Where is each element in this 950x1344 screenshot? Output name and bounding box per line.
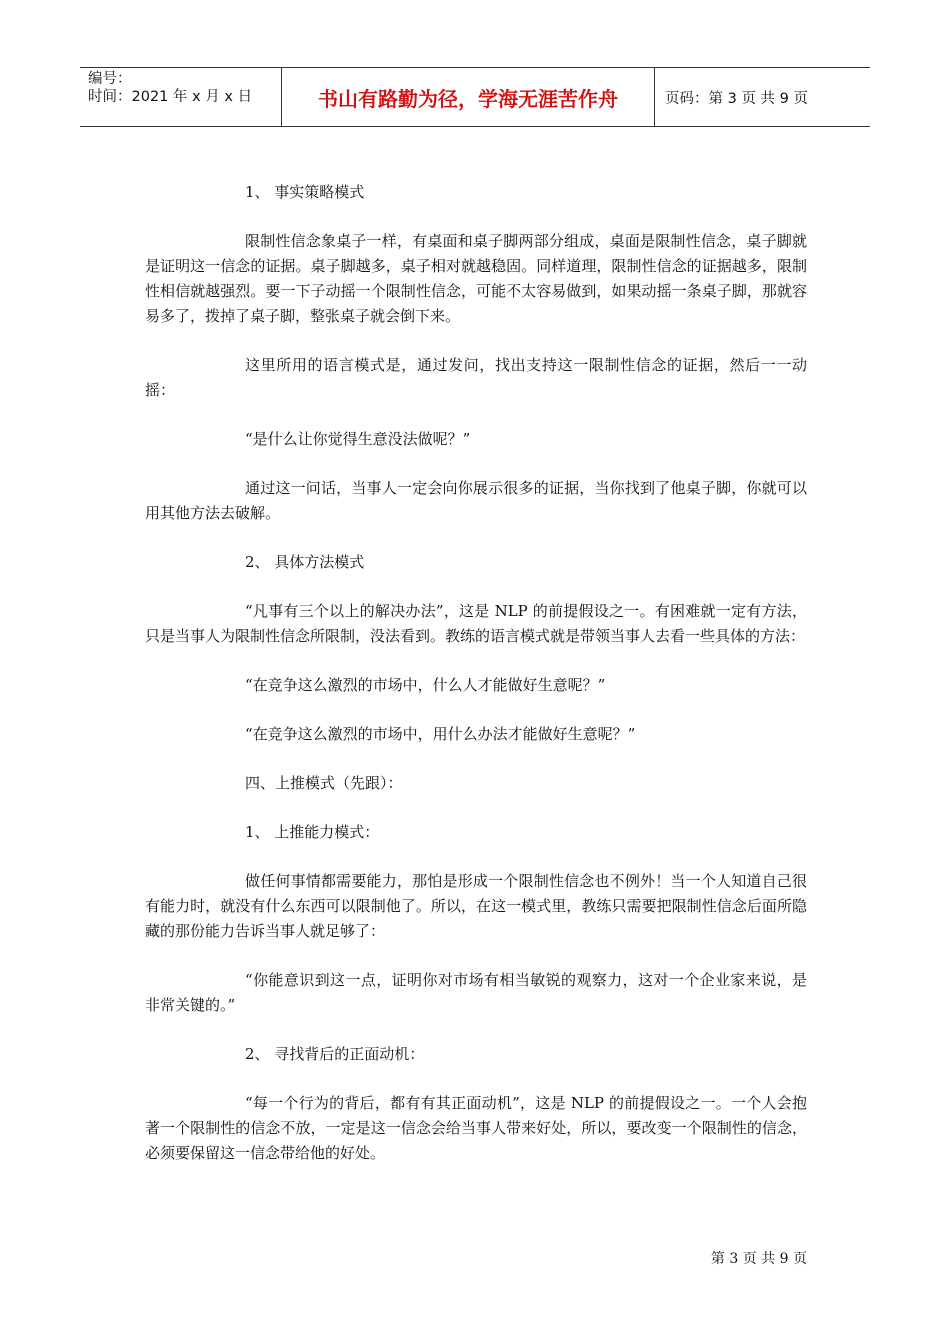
quote-paragraph: “是什么让你觉得生意没法做呢？” [245, 430, 471, 448]
paragraph: “凡事有三个以上的解决办法”，这是 NLP 的前提假设之一。有困难就一定有方法，只是当事人为限制性信念所限制，没法看到。教练的语言模式就是带领当事人去看一些具体的方法： [145, 602, 807, 645]
heading-push-up-mode: 四、上推模式（先跟）： [245, 774, 403, 792]
heading-push-up-ability: 1、 上推能力模式： [245, 823, 380, 841]
heading-fact-strategy: 1、 事实策略模式 [245, 183, 365, 201]
quote-paragraph: “在竞争这么激烈的市场中，用什么办法才能做好生意呢？” [245, 725, 636, 743]
paragraph: 限制性信念象桌子一样，有桌面和桌子脚两部分组成，桌面是限制性信念，桌子脚就是证明这一信念的证据。桌子脚越多，桌子相对就越稳固。同样道理，限制性信念的证据越多，限制性相信就越强烈。要一下子动摇一个限制性信念，可能不太容易做到，如果动摇一条桌子脚，那就容易多了，拨掉了桌子脚，整张桌子就会倒下来。 [145, 232, 807, 325]
paragraph: “每一个行为的背后，都有有其正面动机”，这是 NLP 的前提假设之一。一个人会抱著一个限制性的信念不放，一定是这一信念会给当事人带来好处，所以，要改变一个限制性的信念，必须要保留这一信念带给他的好处。 [145, 1094, 807, 1162]
document-body [145, 180, 807, 1190]
heading-positive-motive: 2、 寻找背后的正面动机： [245, 1045, 425, 1063]
paragraph: 做任何事情都需要能力，那怕是形成一个限制性信念也不例外！当一个人知道自己很有能力时，就没有什么东西可以限制他了。所以，在这一模式里，教练只需要把限制性信念后面所隐藏的那份能力告诉当事人就足够了： [145, 872, 807, 940]
quote-paragraph: “你能意识到这一点，证明你对市场有相当敏锐的观察力，这对一个企业家来说，是非常关键的。” [145, 971, 807, 1014]
paragraph: 这里所用的语言模式是，通过发问，找出支持这一限制性信念的证据，然后一一动摇： [145, 356, 807, 399]
header-meta [80, 68, 282, 126]
document-time-label: 时间：2021 年 x 月 x 日 [88, 89, 253, 105]
quote-paragraph: “在竞争这么激烈的市场中，什么人才能做好生意呢？” [245, 676, 606, 694]
page-header [80, 67, 870, 127]
page-footer-number: 第 3 页 共 9 页 [710, 1251, 807, 1267]
document-number-label: 编号： [88, 71, 132, 87]
header-motto: 书山有路勤为径，学海无涯苦作舟 [282, 68, 655, 126]
heading-specific-method: 2、 具体方法模式 [245, 553, 365, 571]
header-page-number: 页码：第 3 页 共 9 页 [665, 90, 808, 107]
paragraph: 通过这一问话，当事人一定会向你展示很多的证据，当你找到了他桌子脚，你就可以用其他方法去破解。 [145, 479, 807, 522]
